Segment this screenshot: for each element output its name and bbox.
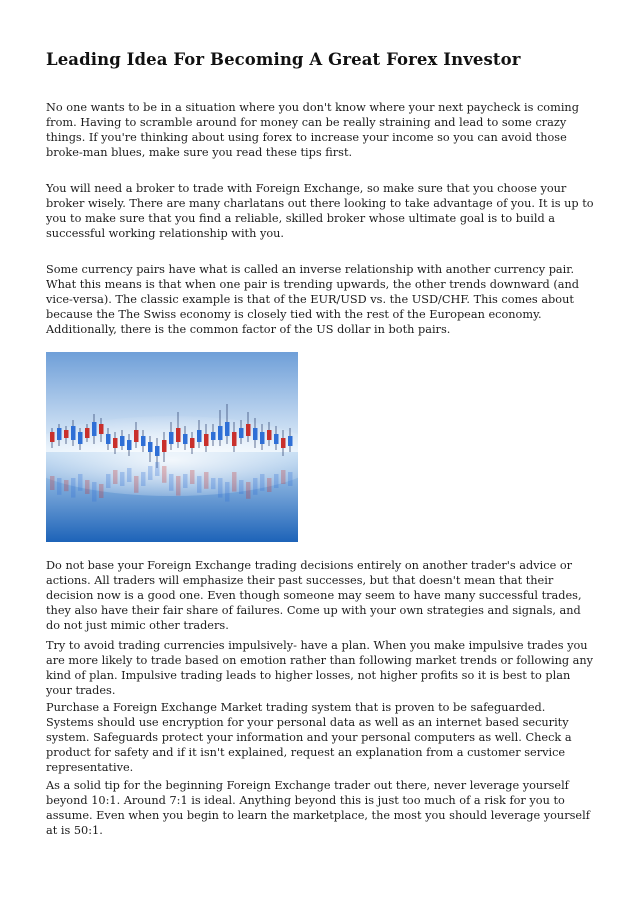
candle-up: [253, 428, 258, 440]
candle-up: [260, 432, 265, 444]
candle-reflection: [218, 478, 223, 498]
candle-up: [218, 426, 223, 440]
candle-up: [92, 422, 97, 436]
candle-up: [71, 426, 76, 440]
article-title: Leading Idea For Becoming A Great Forex Investor: [46, 50, 521, 69]
candle-down: [113, 438, 118, 448]
candle-reflection: [162, 466, 167, 483]
candle-up: [120, 436, 125, 446]
candle-reflection: [197, 476, 202, 493]
candle-reflection: [225, 482, 230, 502]
candle-up: [239, 428, 244, 438]
candle-reflection: [71, 478, 76, 498]
paragraph-1: No one wants to be in a situation where you don't know where your next paycheck is coming from. Having to scramble around for money can be really straining and lead to some crazy things. If you're thinking about using forex to increase your income so you can avoid those broke-man blues, make sure you read these tips first.: [46, 101, 579, 160]
candle-down: [232, 432, 237, 446]
candle-reflection: [99, 484, 104, 498]
candle-up: [288, 436, 293, 446]
candle-reflection: [106, 474, 111, 488]
candle-reflection: [281, 470, 286, 484]
candle-up: [57, 428, 62, 440]
candle-down: [50, 432, 55, 442]
paragraph-4: Do not base your Foreign Exchange trading decisions entirely on another trader's advice or actions. All traders will emphasize their past successes, but that doesn't mean that their decision now is a good one. Even though someone may seem to have many successful trades, they also have their fair share of failures. Come up with your own strategies and signals, and do not just mimic other traders.: [46, 559, 582, 633]
candle-reflection: [239, 480, 244, 494]
candle-up: [274, 434, 279, 444]
candle-reflection: [127, 468, 132, 482]
candle-down: [190, 438, 195, 448]
candle-down: [246, 424, 251, 436]
candle-up: [211, 432, 216, 440]
candle-reflection: [190, 470, 195, 484]
candle-reflection: [288, 472, 293, 486]
candle-up: [169, 432, 174, 444]
candle-reflection: [57, 478, 62, 495]
candle-up: [155, 446, 160, 456]
candle-reflection: [183, 474, 188, 488]
paragraph-2: You will need a broker to trade with Foreign Exchange, so make sure that you choose your broker wisely. There are many charlatans out there looking to take advantage of you. It is up to you to make sure that you find a reliable, skilled broker whose ultimate goal is to build a successful working relationship with you.: [46, 182, 594, 241]
paragraph-3: Some currency pairs have what is called an inverse relationship with another currency pair. What this means is that when one pair is trending upwards, the other trends downward (and vice-versa). The classic example is that of the EUR/USD vs. the USD/CHF. This comes about because the The Swiss economy is closely tied with the rest of the European economy. Additionally, there is the common factor of the US dollar in both pairs.: [46, 263, 580, 337]
forex-candlestick-image: [46, 352, 298, 542]
candle-reflection: [211, 478, 216, 489]
candle-up: [183, 434, 188, 444]
candle-up: [197, 430, 202, 442]
candle-reflection: [92, 482, 97, 502]
candle-reflection: [267, 478, 272, 492]
candle-reflection: [78, 474, 83, 491]
candle-reflection: [155, 462, 160, 476]
candle-reflection: [204, 472, 209, 489]
candle-down: [281, 438, 286, 448]
candle-reflection: [176, 476, 181, 496]
candle-up: [225, 422, 230, 436]
candle-reflection: [113, 470, 118, 484]
candle-up: [78, 432, 83, 444]
candle-reflection: [232, 472, 237, 492]
candle-reflection: [85, 480, 90, 494]
candle-reflection: [274, 474, 279, 488]
candle-reflection: [134, 476, 139, 493]
candle-reflection: [148, 466, 153, 480]
candle-down: [267, 430, 272, 440]
candle-up: [127, 440, 132, 450]
candle-down: [99, 424, 104, 434]
candle-down: [64, 430, 69, 438]
candle-down: [162, 440, 167, 452]
candle-down: [176, 428, 181, 442]
candle-reflection: [50, 476, 55, 490]
candle-reflection: [246, 482, 251, 499]
candle-reflection: [253, 478, 258, 495]
candle-reflection: [120, 472, 125, 486]
candle-up: [148, 442, 153, 452]
candle-up: [141, 436, 146, 446]
candle-down: [134, 430, 139, 442]
candle-down: [85, 428, 90, 438]
candle-reflection: [141, 472, 146, 486]
candle-down: [204, 434, 209, 446]
candle-reflection: [169, 474, 174, 491]
candle-reflection: [64, 480, 69, 491]
paragraph-7: As a solid tip for the beginning Foreign Exchange trader out there, never leverage yourself beyond 10:1. Around 7:1 is ideal. Anything beyond this is just too much of a risk for you to assume. Even when you begin to learn the marketplace, the most you should leverage yourself at is 50:1.: [46, 779, 590, 838]
candle-reflection: [260, 474, 265, 491]
paragraph-5: Try to avoid trading currencies impulsively- have a plan. When you make impulsive trades you are more likely to trade based on emotion rather than following market trends or following any kind of plan. Impulsive trading leads to higher losses, not higher profits so it is best to plan your trades.: [46, 639, 594, 698]
candle-up: [106, 434, 111, 444]
paragraph-6: Purchase a Foreign Exchange Market trading system that is proven to be safeguarded. Systems should use encryption for your personal data as well as an internet based security system. Safeguards protect your information and your personal computers as well. Check a product for safety and if it isn't explained, request an explanation from a customer service representative.: [46, 701, 572, 775]
